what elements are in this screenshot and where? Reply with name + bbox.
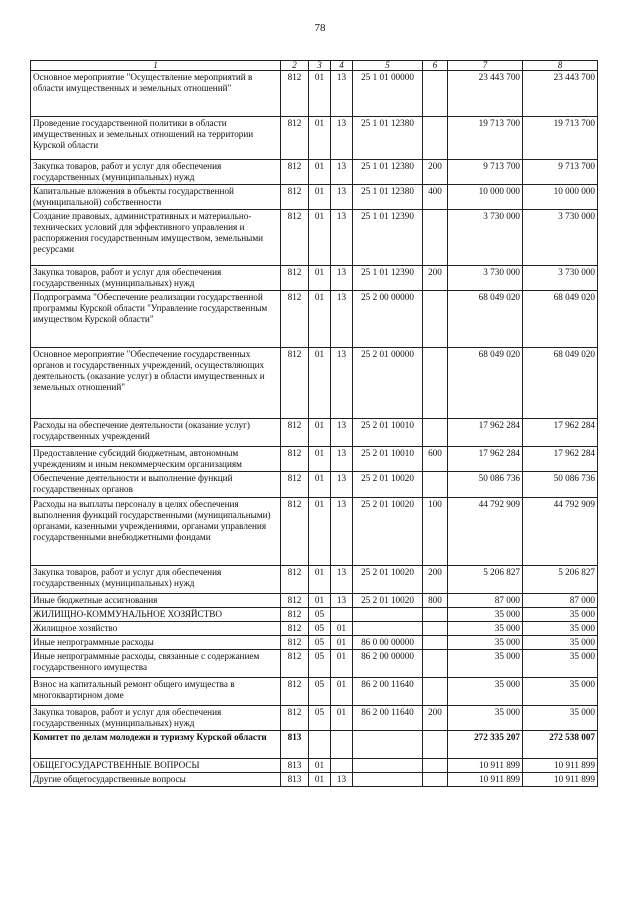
header-cell: 1: [31, 61, 281, 71]
row-amount-year2-cell: 17 962 284: [523, 447, 598, 472]
row-amount-year2-cell: 3 730 000: [523, 266, 598, 291]
table-row: [31, 731, 598, 759]
row-grbs-cell: 812: [281, 472, 309, 498]
row-amount-year1-cell: 50 086 736: [448, 472, 523, 498]
row-target-article-cell: 25 1 01 12390: [353, 210, 423, 266]
row-amount-year1-cell: 19 713 700: [448, 117, 523, 160]
table-row: [31, 210, 598, 266]
row-name-cell: Создание правовых, административных и материально-технических условий для эффективного управления и распоряжения государственным имуществом, земельными ресурсами: [31, 210, 281, 266]
table-row: [31, 594, 598, 608]
row-subsection-cell: 13: [331, 447, 353, 472]
row-target-article-cell: [353, 608, 423, 622]
row-expense-type-cell: [423, 348, 448, 419]
row-section-cell: 01: [309, 594, 331, 608]
header-cell: 4: [331, 61, 353, 71]
header-cell: 7: [448, 61, 523, 71]
row-section-cell: 05: [309, 678, 331, 706]
row-target-article-cell: [353, 773, 423, 787]
row-amount-year2-cell: 10 911 899: [523, 759, 598, 773]
row-subsection-cell: 01: [331, 636, 353, 650]
row-grbs-cell: 812: [281, 594, 309, 608]
row-grbs-cell: 812: [281, 447, 309, 472]
row-name-cell: Закупка товаров, работ и услуг для обеспечения государственных (муниципальных) нужд: [31, 160, 281, 185]
row-section-cell: 01: [309, 566, 331, 594]
row-section-cell: 01: [309, 472, 331, 498]
row-subsection-cell: 13: [331, 773, 353, 787]
row-amount-year2-cell: 50 086 736: [523, 472, 598, 498]
table-row: [31, 566, 598, 594]
row-amount-year2-cell: 35 000: [523, 706, 598, 731]
row-expense-type-cell: [423, 759, 448, 773]
row-name-cell: Подпрограмма "Обеспечение реализации государственной программы Курской области "Управление государственным имуществом Курской области": [31, 291, 281, 348]
row-amount-year2-cell: 272 538 007: [523, 731, 598, 759]
row-target-article-cell: 25 2 01 10020: [353, 498, 423, 566]
row-expense-type-cell: 200: [423, 160, 448, 185]
header-cell: 5: [353, 61, 423, 71]
row-grbs-cell: 812: [281, 266, 309, 291]
row-section-cell: 01: [309, 117, 331, 160]
row-grbs-cell: 812: [281, 348, 309, 419]
row-target-article-cell: [353, 622, 423, 636]
row-subsection-cell: [331, 731, 353, 759]
header-cell: 6: [423, 61, 448, 71]
row-amount-year2-cell: 19 713 700: [523, 117, 598, 160]
row-section-cell: 05: [309, 706, 331, 731]
row-subsection-cell: 13: [331, 348, 353, 419]
row-name-cell: Закупка товаров, работ и услуг для обеспечения государственных (муниципальных) нужд: [31, 566, 281, 594]
row-grbs-cell: 813: [281, 773, 309, 787]
row-section-cell: 05: [309, 650, 331, 678]
row-expense-type-cell: 800: [423, 594, 448, 608]
row-amount-year1-cell: 17 962 284: [448, 447, 523, 472]
table-row: [31, 636, 598, 650]
row-section-cell: [309, 731, 331, 759]
row-grbs-cell: 812: [281, 650, 309, 678]
row-target-article-cell: 25 2 01 10020: [353, 472, 423, 498]
row-name-cell: Закупка товаров, работ и услуг для обеспечения государственных (муниципальных) нужд: [31, 706, 281, 731]
row-expense-type-cell: [423, 731, 448, 759]
row-target-article-cell: 25 2 01 10020: [353, 594, 423, 608]
row-section-cell: 05: [309, 622, 331, 636]
row-name-cell: Основное мероприятие "Обеспечение государственных органов и государственных учреждений, осуществляющих деятельность (оказание услуг) в области имущественных и земельных отношений": [31, 348, 281, 419]
row-subsection-cell: 13: [331, 210, 353, 266]
row-subsection-cell: 13: [331, 160, 353, 185]
row-section-cell: 01: [309, 71, 331, 117]
row-name-cell: ЖИЛИЩНО-КОММУНАЛЬНОЕ ХОЗЯЙСТВО: [31, 608, 281, 622]
row-grbs-cell: 812: [281, 636, 309, 650]
row-name-cell: Закупка товаров, работ и услуг для обеспечения государственных (муниципальных) нужд: [31, 266, 281, 291]
row-expense-type-cell: [423, 622, 448, 636]
table-row: [31, 185, 598, 210]
row-amount-year2-cell: 68 049 020: [523, 291, 598, 348]
row-expense-type-cell: [423, 210, 448, 266]
row-amount-year1-cell: 35 000: [448, 678, 523, 706]
table-row: [31, 650, 598, 678]
table-row: [31, 266, 598, 291]
row-amount-year1-cell: 35 000: [448, 706, 523, 731]
table-row: [31, 348, 598, 419]
table-row: [31, 498, 598, 566]
row-subsection-cell: 01: [331, 650, 353, 678]
row-expense-type-cell: [423, 472, 448, 498]
row-grbs-cell: 813: [281, 759, 309, 773]
row-target-article-cell: [353, 759, 423, 773]
table-row: [31, 291, 598, 348]
row-amount-year2-cell: 10 000 000: [523, 185, 598, 210]
row-name-cell: Иные бюджетные ассигнования: [31, 594, 281, 608]
row-amount-year2-cell: 35 000: [523, 636, 598, 650]
row-amount-year1-cell: 87 000: [448, 594, 523, 608]
row-subsection-cell: 13: [331, 71, 353, 117]
table-row: [31, 117, 598, 160]
budget-table: [30, 60, 598, 787]
row-amount-year1-cell: 10 911 899: [448, 773, 523, 787]
row-amount-year2-cell: 35 000: [523, 622, 598, 636]
row-amount-year2-cell: 35 000: [523, 650, 598, 678]
row-target-article-cell: 25 1 01 00000: [353, 71, 423, 117]
table-row: [31, 622, 598, 636]
row-amount-year2-cell: 17 962 284: [523, 419, 598, 447]
row-expense-type-cell: [423, 608, 448, 622]
table-row: [31, 773, 598, 787]
row-amount-year1-cell: 3 730 000: [448, 266, 523, 291]
row-grbs-cell: 812: [281, 71, 309, 117]
row-section-cell: 01: [309, 348, 331, 419]
row-section-cell: 01: [309, 210, 331, 266]
row-grbs-cell: 812: [281, 678, 309, 706]
row-subsection-cell: 13: [331, 594, 353, 608]
row-amount-year2-cell: 87 000: [523, 594, 598, 608]
row-expense-type-cell: [423, 678, 448, 706]
row-expense-type-cell: 200: [423, 566, 448, 594]
row-amount-year1-cell: 272 335 207: [448, 731, 523, 759]
row-name-cell: Основное мероприятие "Осуществление мероприятий в области имущественных и земельных отношений": [31, 71, 281, 117]
row-grbs-cell: 813: [281, 731, 309, 759]
row-expense-type-cell: [423, 636, 448, 650]
row-subsection-cell: 01: [331, 622, 353, 636]
row-name-cell: Расходы на обеспечение деятельности (оказание услуг) государственных учреждений: [31, 419, 281, 447]
row-target-article-cell: 25 2 00 00000: [353, 291, 423, 348]
row-expense-type-cell: [423, 117, 448, 160]
row-expense-type-cell: [423, 419, 448, 447]
table-row: [31, 447, 598, 472]
row-expense-type-cell: 200: [423, 706, 448, 731]
row-subsection-cell: 01: [331, 706, 353, 731]
row-expense-type-cell: 600: [423, 447, 448, 472]
row-subsection-cell: 13: [331, 291, 353, 348]
row-amount-year1-cell: 35 000: [448, 622, 523, 636]
row-amount-year1-cell: 68 049 020: [448, 348, 523, 419]
row-amount-year2-cell: 68 049 020: [523, 348, 598, 419]
row-section-cell: 01: [309, 266, 331, 291]
row-name-cell: Иные непрограммные расходы, связанные с содержанием государственного имущества: [31, 650, 281, 678]
row-amount-year1-cell: 44 792 909: [448, 498, 523, 566]
row-expense-type-cell: 200: [423, 266, 448, 291]
row-amount-year1-cell: 9 713 700: [448, 160, 523, 185]
row-subsection-cell: [331, 759, 353, 773]
row-grbs-cell: 812: [281, 566, 309, 594]
table-row: [31, 678, 598, 706]
row-section-cell: 01: [309, 447, 331, 472]
row-amount-year2-cell: 10 911 899: [523, 773, 598, 787]
row-expense-type-cell: 100: [423, 498, 448, 566]
row-target-article-cell: 86 0 00 00000: [353, 636, 423, 650]
page-number: 78: [314, 22, 326, 34]
table-row: [31, 419, 598, 447]
row-target-article-cell: 25 1 01 12390: [353, 266, 423, 291]
row-grbs-cell: 812: [281, 210, 309, 266]
row-section-cell: 05: [309, 636, 331, 650]
row-amount-year2-cell: 35 000: [523, 678, 598, 706]
row-section-cell: 01: [309, 498, 331, 566]
row-subsection-cell: [331, 608, 353, 622]
table-row: [31, 608, 598, 622]
row-amount-year1-cell: 10 000 000: [448, 185, 523, 210]
row-section-cell: 05: [309, 608, 331, 622]
row-section-cell: 01: [309, 185, 331, 210]
row-amount-year1-cell: 17 962 284: [448, 419, 523, 447]
row-amount-year1-cell: 10 911 899: [448, 759, 523, 773]
row-amount-year2-cell: 35 000: [523, 608, 598, 622]
row-amount-year2-cell: 3 730 000: [523, 210, 598, 266]
row-grbs-cell: 812: [281, 608, 309, 622]
table-row: [31, 472, 598, 498]
row-grbs-cell: 812: [281, 291, 309, 348]
row-target-article-cell: 25 2 01 10010: [353, 447, 423, 472]
row-expense-type-cell: [423, 773, 448, 787]
row-target-article-cell: 86 2 00 00000: [353, 650, 423, 678]
row-name-cell: Комитет по делам молодежи и туризму Курской области: [31, 731, 281, 759]
row-amount-year1-cell: 35 000: [448, 608, 523, 622]
row-amount-year1-cell: 5 206 827: [448, 566, 523, 594]
row-name-cell: Обеспечение деятельности и выполнение функций государственных органов: [31, 472, 281, 498]
row-grbs-cell: 812: [281, 117, 309, 160]
row-subsection-cell: 13: [331, 472, 353, 498]
row-section-cell: 01: [309, 291, 331, 348]
row-amount-year1-cell: 35 000: [448, 636, 523, 650]
row-name-cell: Проведение государственной политики в области имущественных и земельных отношений на территории Курской области: [31, 117, 281, 160]
row-amount-year1-cell: 3 730 000: [448, 210, 523, 266]
header-cell: 3: [309, 61, 331, 71]
row-name-cell: Капитальные вложения в объекты государственной (муниципальной) собственности: [31, 185, 281, 210]
row-amount-year1-cell: 68 049 020: [448, 291, 523, 348]
row-name-cell: Расходы на выплаты персоналу в целях обеспечения выполнения функций государственными (муниципальными) органами, казенными учреждениями, органами управления государственными внебюджетными фондами: [31, 498, 281, 566]
row-name-cell: Иные непрограммные расходы: [31, 636, 281, 650]
row-grbs-cell: 812: [281, 498, 309, 566]
row-expense-type-cell: [423, 291, 448, 348]
row-grbs-cell: 812: [281, 622, 309, 636]
row-target-article-cell: 25 1 01 12380: [353, 160, 423, 185]
row-subsection-cell: 13: [331, 566, 353, 594]
row-amount-year2-cell: 5 206 827: [523, 566, 598, 594]
row-name-cell: ОБЩЕГОСУДАРСТВЕННЫЕ ВОПРОСЫ: [31, 759, 281, 773]
row-name-cell: Взнос на капитальный ремонт общего имущества в многоквартирном доме: [31, 678, 281, 706]
table-header-row: [31, 61, 598, 71]
row-amount-year2-cell: 23 443 700: [523, 71, 598, 117]
row-target-article-cell: 86 2 00 11640: [353, 678, 423, 706]
row-expense-type-cell: [423, 650, 448, 678]
row-subsection-cell: 01: [331, 678, 353, 706]
table-row: [31, 160, 598, 185]
header-cell: 8: [523, 61, 598, 71]
row-name-cell: Предоставление субсидий бюджетным, автономным учреждениям и иным некоммерческим организациям: [31, 447, 281, 472]
row-amount-year2-cell: 9 713 700: [523, 160, 598, 185]
row-target-article-cell: 25 1 01 12380: [353, 185, 423, 210]
table-row: [31, 706, 598, 731]
row-grbs-cell: 812: [281, 706, 309, 731]
row-target-article-cell: 25 2 01 00000: [353, 348, 423, 419]
row-target-article-cell: 25 2 01 10020: [353, 566, 423, 594]
table-row: [31, 71, 598, 117]
row-grbs-cell: 812: [281, 160, 309, 185]
row-section-cell: 01: [309, 773, 331, 787]
row-expense-type-cell: [423, 71, 448, 117]
row-target-article-cell: 25 1 01 12380: [353, 117, 423, 160]
header-cell: 2: [281, 61, 309, 71]
row-subsection-cell: 13: [331, 266, 353, 291]
row-subsection-cell: 13: [331, 117, 353, 160]
row-amount-year1-cell: 23 443 700: [448, 71, 523, 117]
row-expense-type-cell: 400: [423, 185, 448, 210]
table-row: [31, 759, 598, 773]
row-target-article-cell: 25 2 01 10010: [353, 419, 423, 447]
row-grbs-cell: 812: [281, 419, 309, 447]
row-amount-year2-cell: 44 792 909: [523, 498, 598, 566]
row-target-article-cell: [353, 731, 423, 759]
row-subsection-cell: 13: [331, 498, 353, 566]
row-name-cell: Другие общегосударственные вопросы: [31, 773, 281, 787]
row-grbs-cell: 812: [281, 185, 309, 210]
row-target-article-cell: 86 2 00 11640: [353, 706, 423, 731]
row-amount-year1-cell: 35 000: [448, 650, 523, 678]
row-section-cell: 01: [309, 160, 331, 185]
row-subsection-cell: 13: [331, 185, 353, 210]
row-section-cell: 01: [309, 419, 331, 447]
row-subsection-cell: 13: [331, 419, 353, 447]
row-name-cell: Жилищное хозяйство: [31, 622, 281, 636]
row-section-cell: 01: [309, 759, 331, 773]
